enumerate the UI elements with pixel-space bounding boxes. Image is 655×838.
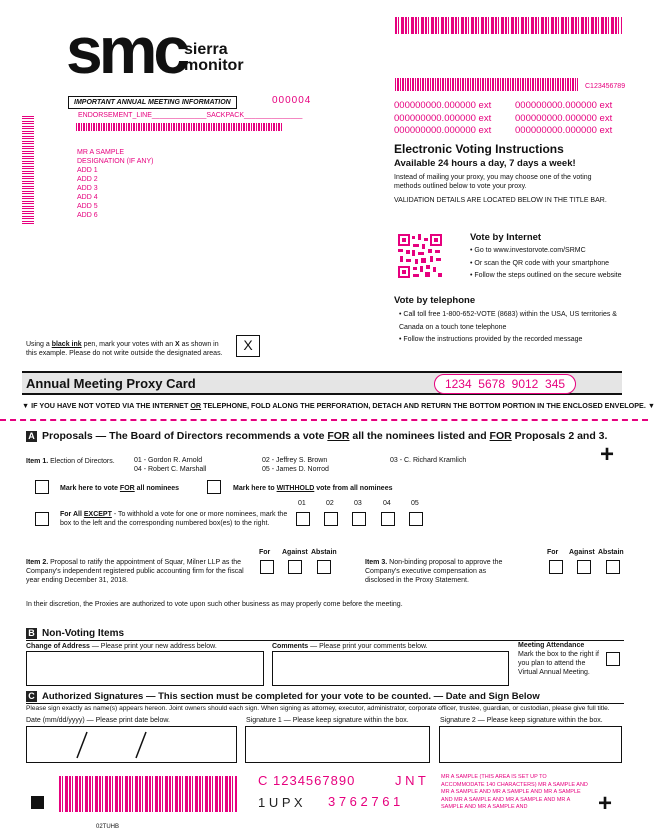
item2-for-checkbox[interactable] [260, 560, 274, 574]
internet-title: Vote by Internet [470, 232, 542, 243]
meeting-attendance-text: Mark the box to the right if you plan to attend the Virtual Annual Meeting. [518, 651, 599, 676]
col-header-abstain: Abstain [598, 549, 624, 556]
ext-line: 000000000.000000 ext [515, 125, 613, 136]
signature1-label: Signature 1 — Please keep signature within the box. [246, 717, 409, 724]
signature2-label: Signature 2 — Please keep signature within the box. [440, 717, 603, 724]
nominee-checkbox-04[interactable] [381, 512, 395, 526]
for-all-except-label: For All EXCEPT - To withhold a vote for one or more nominees, mark the box to the left and the corresponding numbered box(es) to the right. [60, 511, 288, 527]
internet-item: • Follow the steps outlined on the secure website [470, 272, 622, 279]
signature2-field[interactable] [439, 726, 622, 763]
address-line: ADD 1 [77, 167, 98, 174]
address-block [77, 148, 154, 220]
withhold-all-checkbox[interactable] [207, 480, 221, 494]
telephone-title: Vote by telephone [394, 295, 476, 306]
address-line: ADD 4 [77, 194, 98, 201]
comments-label: Comments — Please print your comments below. [272, 643, 428, 650]
address-line: ADD 3 [77, 185, 98, 192]
nominee-checkbox-05[interactable] [409, 512, 423, 526]
nominee-number: 03 [354, 500, 362, 507]
ink-instructions: Using a black ink pen, mark your votes with an X as shown in this example. Please do not write outside the designated areas. [26, 341, 223, 357]
nominee-number: 05 [411, 500, 419, 507]
nominee-number: 04 [383, 500, 391, 507]
section-letter: B [26, 628, 37, 639]
title-bar [22, 371, 622, 395]
nominee-checkbox-03[interactable] [352, 512, 366, 526]
address-line: ADD 6 [77, 212, 98, 219]
internet-item: • Go to www.investorvote.com/SRMC [470, 247, 586, 254]
col-header-for: For [259, 549, 271, 556]
signature-instructions: Please sign exactly as name(s) appears hereon. Joint owners should each sign. When signing as attorney, executor, administrator, corporate officer, trustee, guardian, or custodian, please give full title. [26, 705, 610, 712]
electronic-subtitle: Available 24 hours a day, 7 days a week! [394, 158, 576, 169]
date-label: Date (mm/dd/yyyy) — Please print date below. [26, 717, 170, 724]
ext-line: 000000000.000000 ext [515, 112, 613, 124]
control-barcode [395, 78, 578, 91]
telephone-item: • Follow the instructions provided by the recorded message [399, 336, 583, 343]
footer-sample-text: MR A SAMPLE (THIS AREA IS SET UP TO ACCOMMODATE 140 CHARACTERS) MR A SAMPLE AND MR A SAMPLE AND MR A SAMPLE AND MR A SAMPLE AND MR A SAMPLE AND MR A SAMPLE AND MR A SAMPLE AND MR A SAMPLE AND [441, 774, 588, 810]
nominee: 02 - Jeffrey S. Brown [262, 457, 328, 464]
validation-note: VALIDATION DETAILS ARE LOCATED BELOW IN THE TITLE BAR. [394, 197, 607, 204]
address-line: MR A SAMPLE [77, 149, 125, 156]
footer-upx: 1 U P X [258, 795, 303, 810]
address-line: ADD 5 [77, 203, 98, 210]
nominee-number: 02 [326, 500, 334, 507]
fold-notice: ▼ IF YOU HAVE NOT VOTED VIA THE INTERNET OR TELEPHONE, FOLD ALONG THE PERFORATION, DETACH AND RETURN THE BOTTOM PORTION IN THE ENCLOSED ENVELOPE. ▼ [22, 401, 655, 410]
address-line: ADD 2 [77, 176, 98, 183]
item2-abstain-checkbox[interactable] [317, 560, 331, 574]
down-arrow-icon: ▼ [647, 401, 655, 410]
ext-line: 000000000.000000 ext [394, 125, 492, 136]
discretion-note: In their discretion, the Proxies are authorized to vote upon such other business as may properly come before the meeting. [26, 601, 403, 608]
telephone-list [399, 309, 625, 347]
control-number: 1234 5678 9012 345 [434, 374, 576, 394]
item2-against-checkbox[interactable] [288, 560, 302, 574]
for-all-except-checkbox[interactable] [35, 512, 49, 526]
down-arrow-icon: ▼ [22, 401, 30, 410]
item3-for-checkbox[interactable] [549, 560, 563, 574]
card-title: Annual Meeting Proxy Card [26, 376, 196, 391]
company-logo [66, 13, 246, 90]
electronic-text: Instead of mailing your proxy, you may choose one of the voting methods outlined below to vote your proxy. [394, 174, 592, 190]
section-letter: C [26, 691, 37, 702]
change-of-address-label: Change of Address — Please print your new address below. [26, 643, 217, 650]
section-c-rule [26, 703, 624, 704]
ext-line: 000000000.000000 ext [515, 100, 613, 111]
address-line: DESIGNATION (IF ANY) [77, 158, 154, 165]
ext-line: 000000000.000000 ext [394, 100, 492, 111]
section-b-title: B Non-Voting Items [26, 628, 124, 639]
footer-barcode [59, 776, 237, 812]
footer-number: 3 7 6 2 7 6 1 [328, 794, 401, 809]
signature1-field[interactable] [245, 726, 430, 763]
date-slash-icon [134, 731, 148, 759]
electronic-title: Electronic Voting Instructions [394, 142, 564, 156]
item1-label: Item 1. Election of Directors. [26, 458, 115, 465]
section-a-title: A Proposals — The Board of Directors recommends a vote FOR all the nominees listed and FOR Proposals 2 and 3. [26, 430, 607, 442]
item3-against-checkbox[interactable] [577, 560, 591, 574]
footer-jnt: J N T [395, 773, 426, 788]
form-code: 02TUHB [96, 824, 120, 830]
comments-field[interactable] [272, 651, 509, 686]
plus-mark: + [600, 441, 615, 468]
endorsement-line: ENDORSEMENT_LINE______________SACKPACK_______________ [78, 112, 303, 119]
item2-text: Item 2. Proposal to ratify the appointment of Squar, Milner LLP as the Company's independent registered public accounting firm for the fiscal year ending December 31, 2018. [26, 559, 244, 584]
logo-line2: monitor [184, 57, 244, 74]
nominee: 04 - Robert C. Marshall [134, 466, 207, 473]
section-c-title: C Authorized Signatures — This section must be completed for your vote to be counted. — Date and Sign Below [26, 691, 540, 702]
item3-text: Item 3. Non-binding proposal to approve the Company's executive compensation as disclosed in the Proxy Statement. [365, 559, 503, 584]
col-header-against: Against [569, 549, 595, 556]
logo-line1: sierra [184, 41, 228, 58]
endorsement-barcode [76, 123, 283, 131]
qr-code-icon [398, 234, 442, 278]
date-field[interactable] [26, 726, 237, 763]
nominee: 01 - Gordon R. Arnold [134, 457, 203, 464]
nominee-checkbox-02[interactable] [324, 512, 338, 526]
meeting-attendance-title: Meeting Attendance [518, 642, 585, 649]
meeting-info-box: IMPORTANT ANNUAL MEETING INFORMATION [68, 96, 237, 109]
side-barcode [22, 116, 34, 226]
col-header-for: For [547, 549, 559, 556]
withhold-all-label: Mark here to WITHHOLD vote from all nominees [233, 485, 393, 492]
example-mark-box: X [236, 335, 260, 357]
nominee: 03 - C. Richard Kramlich [390, 457, 467, 464]
ext-line: 000000000.000000 ext [394, 112, 492, 124]
control-id: C123456789 [585, 83, 626, 90]
logo-mark: smc [66, 13, 187, 87]
item3-abstain-checkbox[interactable] [606, 560, 620, 574]
col-header-against: Against [282, 549, 308, 556]
nominee-number: 01 [298, 500, 306, 507]
top-barcode [395, 17, 622, 34]
nominee-checkbox-01[interactable] [296, 512, 310, 526]
internet-list [470, 245, 621, 283]
internet-item: • Or scan the QR code with your smartphone [470, 259, 610, 267]
footer-code: C 1234567890 [258, 773, 356, 788]
date-slash-icon [75, 731, 89, 759]
corner-mark [31, 796, 44, 809]
footer-plus-mark: + [598, 790, 613, 817]
vote-for-all-checkbox[interactable] [35, 480, 49, 494]
meeting-attendance-checkbox[interactable] [606, 652, 620, 666]
nominee: 05 - James D. Norrod [262, 466, 329, 473]
section-letter: A [26, 431, 37, 442]
ext-lines [394, 100, 612, 138]
perforation-line [0, 419, 648, 421]
header-code: 000004 [272, 95, 312, 106]
col-header-abstain: Abstain [311, 549, 337, 556]
telephone-item: • Call toll free 1-800-652-VOTE (8683) within the USA, US territories & Canada on a touch tone telephone [399, 311, 617, 331]
vote-for-all-label: Mark here to vote FOR all nominees [60, 485, 180, 492]
change-of-address-field[interactable] [26, 651, 264, 686]
